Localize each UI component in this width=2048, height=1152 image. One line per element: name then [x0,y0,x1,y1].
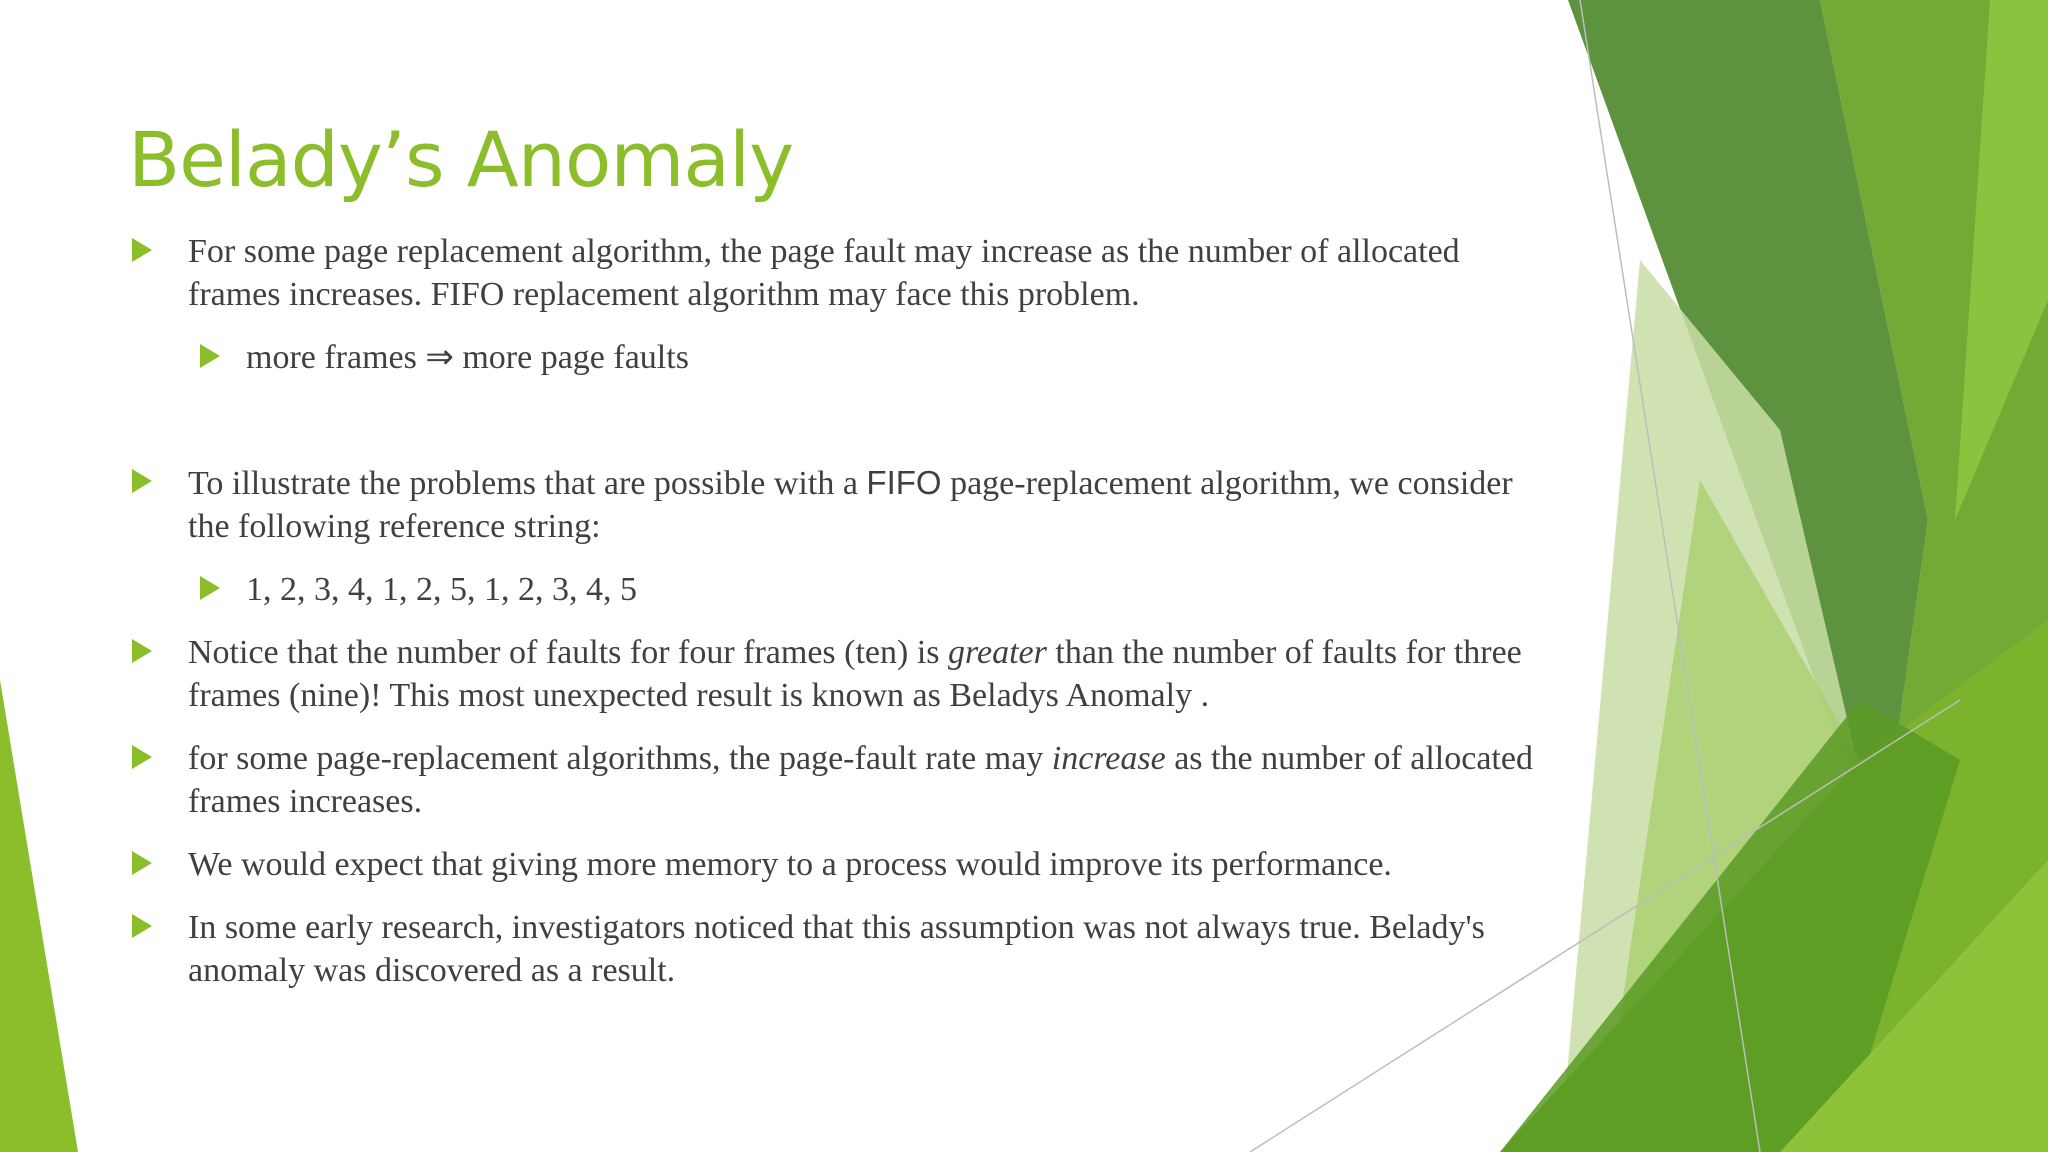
bullet-item [128,631,1558,717]
bullet-text-fifo: FIFO [866,464,942,501]
bullet-text-after: than the number of faults for three frames (nine)! This most unexpected result is known as Beladys Anomaly . [188,634,1522,714]
bullet-arrow-icon [132,639,152,663]
bullet-text-before: To illustrate the problems that are possible with a [188,465,867,502]
bullet-text: For some page replacement algorithm, the page fault may increase as the number of allocated frames increases. FIFO replacement algorithm may face this problem. [188,233,1460,313]
slide-body [128,230,1558,1012]
bullet-arrow-icon [132,914,152,938]
sub-bullet-item [196,336,1558,379]
bullet-text: We would expect that giving more memory to a process would improve its performance. [188,846,1392,883]
bullet-item [128,230,1558,316]
bullet-text-after: page-replacement algorithm, we consider the following reference string: [188,465,1513,545]
bullet-text-emphasis: increase [1051,740,1166,777]
bullet-item [128,461,1558,548]
left-green-sliver [0,680,78,1152]
bullet-item [128,843,1558,886]
bullet-item [128,737,1558,823]
bullet-text-before: Notice that the number of faults for four frames (ten) is [188,634,949,671]
bullet-arrow-icon [132,851,152,875]
bullet-text: In some early research, investigators noticed that this assumption was not always true. Belady's anomaly was discovered as a result. [188,909,1485,989]
reference-string: 1, 2, 3, 4, 1, 2, 5, 1, 2, 3, 4, 5 [246,571,637,608]
sub-bullet-item [196,568,1558,611]
bullet-text-before: for some page-replacement algorithms, the page-fault rate may [188,740,1052,777]
bullet-text-after: as the number of allocated frames increases. [188,740,1533,820]
bullet-arrow-icon [200,344,220,368]
slide-title: Belady’s Anomaly [128,115,794,204]
bullet-item [128,906,1558,992]
bullet-arrow-icon [132,745,152,769]
bullet-arrow-icon [132,238,152,262]
bullet-arrow-icon [132,469,152,493]
bullet-arrow-icon [200,576,220,600]
sub-bullet-text: more frames ⇒ more page faults [246,339,689,376]
bullet-text-emphasis: greater [948,634,1047,671]
